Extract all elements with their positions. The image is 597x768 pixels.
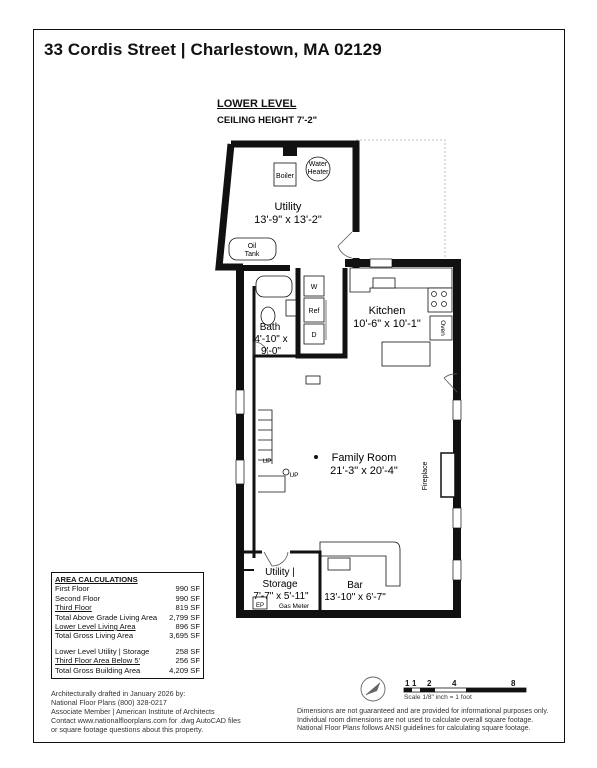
scale-number-1: 1: [405, 679, 410, 688]
area-row-value: 990 SF: [175, 593, 200, 603]
utility-room-dims: 13'-9" x 13'-2": [254, 214, 322, 226]
stairs-up-label-2: UP: [289, 472, 299, 479]
area-row: [55, 656, 200, 665]
bath-room-dims-2: 9'-0": [261, 346, 281, 357]
kitchen-room-dims: 10'-6" x 10'-1": [353, 318, 421, 330]
area-row-label: Third Floor: [55, 603, 92, 613]
area-row: [55, 594, 200, 603]
boiler-flue: [283, 146, 297, 156]
area-row: [55, 584, 200, 593]
fireplace-label: Fireplace: [422, 461, 429, 491]
utility-storage-name-1: Utility |: [265, 567, 295, 578]
area-row-value: 896 SF: [175, 622, 200, 632]
area-calculations-table: [51, 572, 204, 679]
scale-number-8: 8: [511, 679, 516, 688]
footer-left-line: Architecturally drafted in January 2026 by:: [51, 689, 186, 698]
footer-left-line: Associate Member | American Institute of Architects: [51, 706, 215, 716]
area-row-label: Total Gross Building Area: [55, 665, 141, 675]
family-room-column: [306, 376, 320, 384]
scale-label: Scale 1/8" inch = 1 foot: [404, 694, 472, 701]
area-row-value: 2,799 SF: [169, 612, 200, 622]
area-row-label: Total Above Grade Living Area: [55, 612, 158, 622]
footer-right-line: Individual room dimensions are not used to calculate overall square footage.: [297, 716, 534, 724]
boiler-label: Boiler: [276, 173, 294, 180]
footer-right-line: Dimensions are not guaranteed and are provided for informational purposes only.: [297, 708, 549, 715]
scale-number-2: 2: [427, 679, 432, 688]
utility-room-name: Utility: [274, 201, 302, 213]
scale-number-4: 4: [452, 679, 457, 688]
footer-left-line: or square footage questions about this property.: [51, 724, 204, 734]
area-row-label: Total Gross Living Area: [55, 631, 134, 641]
area-row-value: 256 SF: [175, 656, 200, 666]
fireplace-unit: [441, 453, 455, 497]
family-room-name: Family Room: [331, 452, 397, 464]
bar-sink: [328, 558, 350, 570]
area-table-title: AREA CALCULATIONS: [55, 575, 138, 584]
oven-label: Oven: [439, 320, 446, 336]
kitchen-counters: [350, 268, 452, 366]
family-room-marker: [314, 455, 318, 459]
dryer-label: D: [311, 332, 317, 339]
scale-number-1b: 1: [412, 679, 417, 688]
area-row-label: Third Floor Area Below 5': [55, 656, 141, 666]
area-row-value: 3,695 SF: [169, 631, 200, 641]
bar-room-name: Bar: [347, 580, 363, 591]
area-row-value: 258 SF: [175, 646, 200, 656]
refrigerator-label: Ref: [308, 308, 320, 315]
bath-room-name: Bath: [259, 322, 281, 333]
washer-label: W: [310, 284, 318, 291]
scale-bar: [404, 688, 526, 692]
utility-door-swing: [338, 232, 352, 258]
drafter-credits: [51, 690, 241, 735]
water-heater-label-1: Water: [308, 161, 328, 168]
area-row: [55, 622, 200, 631]
area-row-value: 990 SF: [175, 584, 200, 594]
area-row: [55, 631, 200, 640]
area-row: [55, 603, 200, 612]
ep-label: EP: [255, 603, 265, 609]
bathtub: [256, 276, 292, 297]
water-heater-label-2: Heater: [307, 169, 329, 176]
bath-room-dims-1: 4'-10" x: [254, 334, 288, 345]
exterior-dashed-outline: [356, 140, 445, 262]
utility-storage-dims: 7'-7" x 5'-11": [253, 591, 309, 602]
footer-right-line: National Floor Plans follows ANSI guidelines for calculating square footage.: [297, 725, 531, 733]
area-row-value: 819 SF: [175, 603, 200, 613]
stairs: [258, 410, 289, 492]
north-arrow-icon: [361, 677, 385, 701]
storage-door-swing: [264, 552, 288, 566]
area-row: [55, 666, 200, 675]
area-row-value: 4,209 SF: [169, 665, 200, 675]
oil-tank-label-1: Oil: [247, 243, 257, 250]
bar-room-dims: 13'-10" x 6'-7": [324, 592, 386, 603]
level-title: LOWER LEVEL: [217, 98, 297, 110]
footer-left-line: National Floor Plans (800) 328-0217: [51, 697, 167, 707]
utility-storage-name-2: Storage: [262, 579, 298, 590]
bath-sink: [286, 300, 296, 316]
family-room-dims: 21'-3" x 20'-4": [330, 465, 398, 477]
ceiling-height-label: CEILING HEIGHT 7'-2": [217, 115, 318, 126]
area-row-label: First Floor: [55, 584, 90, 594]
oil-tank-label-2: Tank: [244, 251, 260, 258]
area-row-label: Second Floor: [55, 593, 101, 603]
area-row: [55, 613, 200, 622]
kitchen-sink: [373, 278, 395, 288]
area-row-label: Lower Level Living Area: [55, 622, 136, 632]
kitchen-room-name: Kitchen: [368, 305, 406, 317]
area-row: [55, 647, 200, 656]
property-address-title: 33 Cordis Street | Charlestown, MA 02129: [44, 40, 382, 59]
gas-meter-label: Gas Meter: [278, 603, 310, 610]
stairs-up-label-1: UP: [262, 458, 272, 465]
disclaimer: [297, 708, 548, 734]
footer-left-line: Contact www.nationalfloorplans.com for .dwg AutoCAD files: [51, 715, 241, 725]
area-row-label: Lower Level Utility | Storage: [55, 646, 150, 656]
